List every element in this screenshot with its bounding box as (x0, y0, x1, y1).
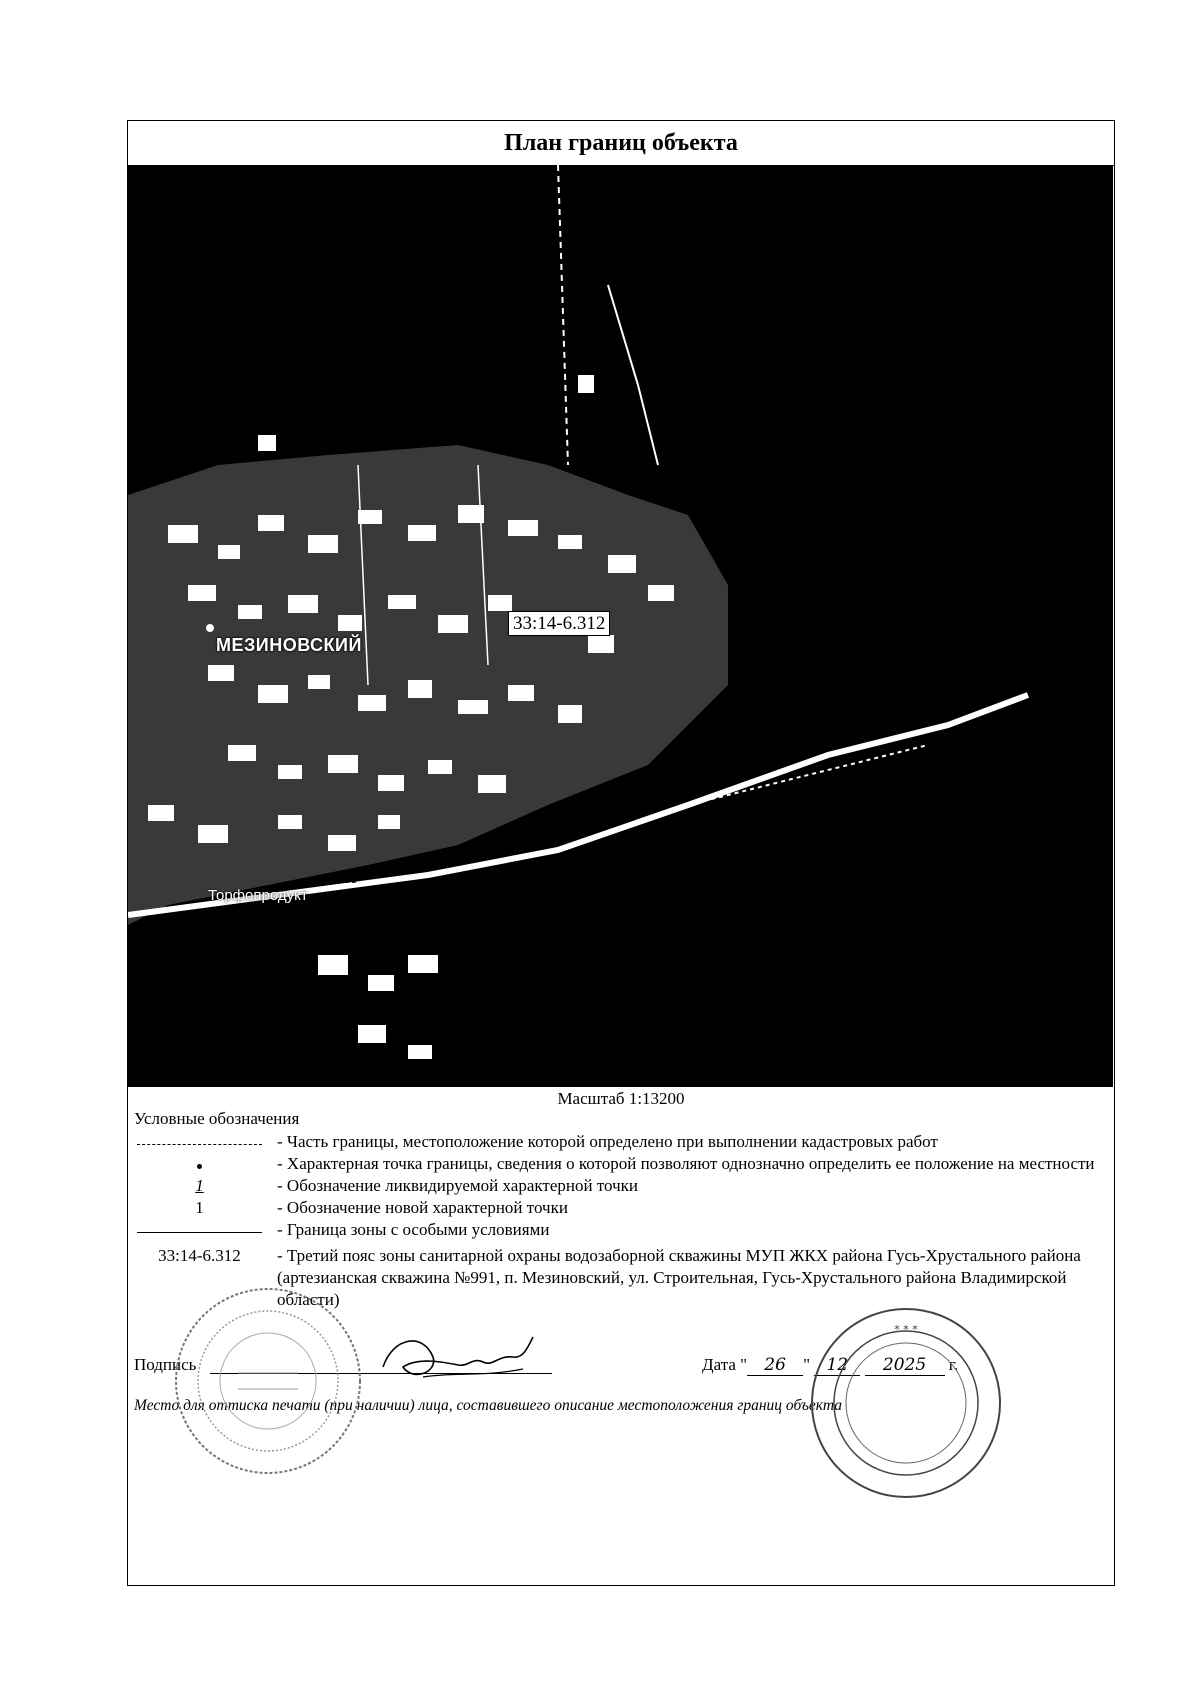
signature-line (210, 1373, 552, 1374)
zone-label: 33:14-6.312 (508, 611, 610, 636)
date-field: Дата " 26 " 12 2025 г. (702, 1355, 959, 1375)
legend-item: - Часть границы, местоположение которой определено при выполнении кадастровых работ (128, 1131, 1114, 1153)
legend-title: Условные обозначения (134, 1109, 300, 1128)
stamp-note: Место для оттиска печати (при наличии) лица, составившего описание местоположения границ объекта (134, 1397, 842, 1414)
svg-text:* * *: * * * (894, 1323, 918, 1336)
legend (128, 1131, 1114, 1311)
legend-item: - Характерная точка границы, сведения о которой позволяют однозначно определить ее положение на местности (128, 1153, 1114, 1175)
document-frame (127, 120, 1115, 1586)
left-stamp-icon (168, 1281, 368, 1481)
page-title: План границ объекта (128, 121, 1114, 166)
legend-point-icon (197, 1164, 202, 1169)
legend-zone-boundary-line (137, 1232, 262, 1233)
signature-row (134, 1355, 1120, 1375)
signature-label: Подпись (134, 1355, 197, 1374)
road-number: 60 (343, 871, 358, 886)
legend-item: 1 - Обозначение ликвидируемой характерной точки (195, 1176, 639, 1195)
legend-item: 33:14-6.312 - Третий пояс зоны санитарной охраны водозаборной скважины МУП ЖКХ района Гусь-Хрустального района (артезианская скважина №991, п. Мезиновский, ул. Строительная, Гусь-Хрустального района Владимирской области) (158, 1246, 1081, 1309)
date-month: 12 (814, 1355, 860, 1376)
legend-measured-boundary-line (137, 1144, 262, 1145)
legend-item: - Граница зоны с особыми условиями (128, 1219, 1114, 1241)
place-label: МЕЗИНОВСКИЙ (216, 635, 362, 655)
satellite-map (128, 165, 1113, 1087)
date-day: 26 (747, 1355, 803, 1376)
map-image (128, 165, 1113, 1087)
date-year: 2025 (865, 1355, 945, 1376)
settlement-marker-icon (206, 624, 214, 632)
map-scale: Масштаб 1:13200 (557, 1089, 685, 1108)
street-label: Торфопродукт (208, 887, 308, 904)
legend-item: 1 - Обозначение новой характерной точки (195, 1198, 568, 1217)
